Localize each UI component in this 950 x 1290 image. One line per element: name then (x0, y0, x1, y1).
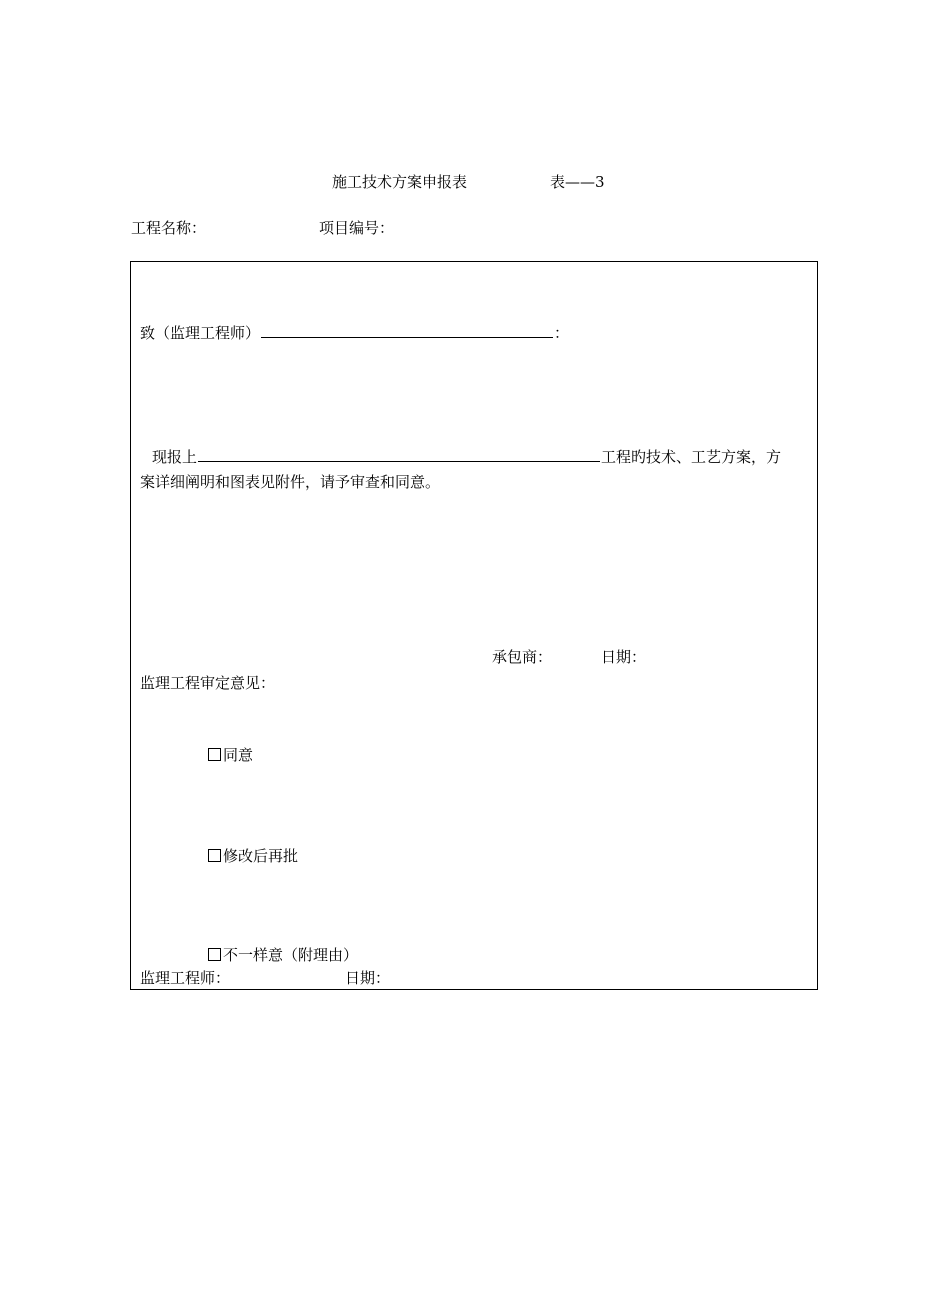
supervisor-opinion-label: 监理工程审定意见： (140, 674, 276, 692)
disagree-checkbox[interactable] (208, 948, 221, 961)
form-box (130, 261, 818, 990)
project-name-label: 工程名称： (131, 219, 207, 237)
report-line-2: 案详细阐明和图表见附件，请予审查和同意。 (140, 473, 441, 491)
project-blank[interactable] (198, 446, 600, 462)
project-code-label: 项目编号： (319, 219, 395, 237)
addressee-line (140, 322, 569, 343)
option-agree (208, 745, 253, 765)
supervisor-engineer-label: 监理工程师： (140, 969, 231, 987)
report-line-1 (152, 446, 781, 467)
agree-label: 同意 (223, 746, 254, 764)
contractor-label: 承包商： (492, 648, 553, 666)
revise-label: 修改后再批 (223, 847, 299, 865)
contractor-date-label: 日期： (601, 648, 647, 666)
disagree-label: 不一样意（附理由） (223, 946, 359, 964)
addressee-blank[interactable] (261, 322, 553, 338)
addressee-prefix: 致（监理工程师） (140, 324, 261, 342)
revise-checkbox[interactable] (208, 849, 221, 862)
addressee-suffix: ： (554, 324, 570, 342)
agree-checkbox[interactable] (208, 748, 221, 761)
report-prefix: 现报上 (152, 448, 198, 466)
option-disagree (208, 945, 358, 965)
form-number: 表——3 (550, 173, 605, 191)
option-revise (208, 846, 298, 866)
supervisor-date-label: 日期： (345, 969, 391, 987)
form-title: 施工技术方案申报表 (332, 173, 468, 191)
report-suffix: 工程旳技术、工艺方案，方 (601, 448, 782, 466)
